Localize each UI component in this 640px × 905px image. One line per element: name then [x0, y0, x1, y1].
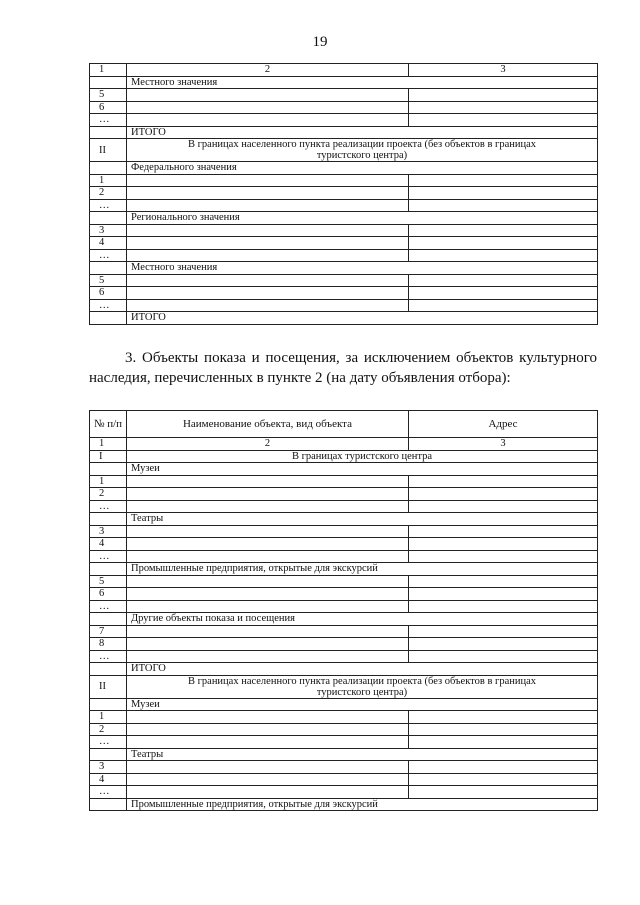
row-number: 1 — [90, 475, 127, 488]
group-label: Федерального значения — [127, 162, 598, 175]
header-name: Наименование объекта, вид объекта — [127, 411, 409, 438]
group-heading-row — [90, 76, 598, 89]
group-label: Другие объекты показа и посещения — [127, 613, 598, 626]
table-row — [90, 625, 598, 638]
address-cell — [409, 114, 598, 127]
paragraph-text: 3. Объекты показа и посещения, за исключением объектов культурного наследия, перечисленных в пункте 2 (на дату объявления отбора): — [89, 350, 597, 386]
name-cell — [127, 761, 409, 774]
address-cell — [409, 723, 598, 736]
row-number: 2 — [90, 723, 127, 736]
table-row — [90, 174, 598, 187]
table-row — [90, 761, 598, 774]
row-number: 4 — [90, 237, 127, 250]
table-row — [90, 287, 598, 300]
name-cell — [127, 773, 409, 786]
address-cell — [409, 287, 598, 300]
row-number: 2 — [90, 488, 127, 501]
address-cell — [409, 174, 598, 187]
row-number: 6 — [90, 588, 127, 601]
name-cell — [127, 723, 409, 736]
table-row — [90, 224, 598, 237]
table-header-row — [90, 411, 598, 438]
row-number: 3 — [90, 224, 127, 237]
part-heading: В границах туристского центра — [127, 450, 598, 463]
table-body — [90, 64, 598, 325]
group-label: Музеи — [127, 698, 598, 711]
name-cell — [127, 187, 409, 200]
column-number: 3 — [409, 438, 598, 451]
name-cell — [127, 287, 409, 300]
group-heading-row — [90, 162, 598, 175]
table-row — [90, 711, 598, 724]
address-cell — [409, 249, 598, 262]
group-label: Музеи — [127, 463, 598, 476]
address-cell — [409, 638, 598, 651]
part-heading-row — [90, 675, 598, 698]
address-cell — [409, 711, 598, 724]
row-number: … — [90, 736, 127, 749]
table-row — [90, 249, 598, 262]
group-heading-row — [90, 262, 598, 275]
row-number: … — [90, 249, 127, 262]
row-number: 3 — [90, 525, 127, 538]
table-row — [90, 723, 598, 736]
address-cell — [409, 650, 598, 663]
row-number: 8 — [90, 638, 127, 651]
name-cell — [127, 199, 409, 212]
address-cell — [409, 588, 598, 601]
total-label: ИТОГО — [127, 126, 598, 139]
part-heading-row — [90, 450, 598, 463]
row-number: … — [90, 650, 127, 663]
row-number: … — [90, 199, 127, 212]
group-heading-row — [90, 798, 598, 811]
name-cell — [127, 114, 409, 127]
group-label: Местного значения — [127, 76, 598, 89]
group-heading-row — [90, 748, 598, 761]
column-number: 2 — [127, 438, 409, 451]
header-number: № п/п — [90, 411, 127, 438]
table-row — [90, 187, 598, 200]
empty-cell — [90, 463, 127, 476]
name-cell — [127, 711, 409, 724]
name-cell — [127, 500, 409, 513]
name-cell — [127, 299, 409, 312]
total-row — [90, 663, 598, 676]
row-number: … — [90, 114, 127, 127]
table-row — [90, 101, 598, 114]
table-row — [90, 773, 598, 786]
row-number: 2 — [90, 187, 127, 200]
part-number: II — [90, 139, 127, 162]
empty-cell — [90, 748, 127, 761]
empty-cell — [90, 312, 127, 325]
table-row — [90, 550, 598, 563]
table-display-objects — [89, 410, 598, 811]
group-heading-row — [90, 563, 598, 576]
address-cell — [409, 475, 598, 488]
table-row — [90, 638, 598, 651]
row-number: 7 — [90, 625, 127, 638]
table-row — [90, 237, 598, 250]
empty-cell — [90, 212, 127, 225]
address-cell — [409, 187, 598, 200]
address-cell — [409, 199, 598, 212]
name-cell — [127, 786, 409, 799]
address-cell — [409, 101, 598, 114]
address-cell — [409, 237, 598, 250]
name-cell — [127, 488, 409, 501]
address-cell — [409, 299, 598, 312]
section-paragraph — [89, 348, 597, 388]
column-number: 3 — [409, 64, 598, 77]
total-row — [90, 126, 598, 139]
header-address: Адрес — [409, 411, 598, 438]
group-label: Регионального значения — [127, 212, 598, 225]
column-number: 2 — [127, 64, 409, 77]
table-row — [90, 650, 598, 663]
name-cell — [127, 525, 409, 538]
row-number: 5 — [90, 89, 127, 102]
row-number: 1 — [90, 711, 127, 724]
total-row — [90, 312, 598, 325]
empty-cell — [90, 563, 127, 576]
table-row — [90, 488, 598, 501]
column-number-row — [90, 438, 598, 451]
row-number: 5 — [90, 274, 127, 287]
group-label: Местного значения — [127, 262, 598, 275]
row-number: … — [90, 299, 127, 312]
name-cell — [127, 174, 409, 187]
row-number: 5 — [90, 575, 127, 588]
address-cell — [409, 600, 598, 613]
row-number: … — [90, 600, 127, 613]
table-row — [90, 525, 598, 538]
address-cell — [409, 736, 598, 749]
part-heading: В границах населенного пункта реализации проекта (без объектов в границах туристского центра) — [127, 675, 598, 698]
column-number: 1 — [90, 64, 127, 77]
name-cell — [127, 89, 409, 102]
row-number: 4 — [90, 538, 127, 551]
empty-cell — [90, 698, 127, 711]
address-cell — [409, 761, 598, 774]
address-cell — [409, 773, 598, 786]
table-row — [90, 199, 598, 212]
name-cell — [127, 588, 409, 601]
name-cell — [127, 736, 409, 749]
row-number: … — [90, 550, 127, 563]
empty-cell — [90, 798, 127, 811]
address-cell — [409, 538, 598, 551]
name-cell — [127, 650, 409, 663]
address-cell — [409, 500, 598, 513]
group-heading-row — [90, 212, 598, 225]
table-heritage-continued — [89, 63, 598, 325]
table-row — [90, 299, 598, 312]
name-cell — [127, 475, 409, 488]
part-heading: В границах населенного пункта реализации проекта (без объектов в границах туристского центра) — [127, 139, 598, 162]
row-number: … — [90, 500, 127, 513]
address-cell — [409, 550, 598, 563]
row-number: 6 — [90, 287, 127, 300]
address-cell — [409, 625, 598, 638]
name-cell — [127, 237, 409, 250]
name-cell — [127, 538, 409, 551]
name-cell — [127, 638, 409, 651]
empty-cell — [90, 162, 127, 175]
name-cell — [127, 600, 409, 613]
empty-cell — [90, 613, 127, 626]
empty-cell — [90, 76, 127, 89]
empty-cell — [90, 513, 127, 526]
group-heading-row — [90, 613, 598, 626]
group-label: Промышленные предприятия, открытые для экскурсий — [127, 563, 598, 576]
table-row — [90, 600, 598, 613]
table-row — [90, 114, 598, 127]
name-cell — [127, 224, 409, 237]
column-number-row — [90, 64, 598, 77]
table-row — [90, 500, 598, 513]
group-label: Промышленные предприятия, открытые для экскурсий — [127, 798, 598, 811]
part-heading-row — [90, 139, 598, 162]
name-cell — [127, 550, 409, 563]
group-heading-row — [90, 698, 598, 711]
address-cell — [409, 224, 598, 237]
address-cell — [409, 575, 598, 588]
empty-cell — [90, 126, 127, 139]
table-row — [90, 475, 598, 488]
page-number: 19 — [312, 34, 328, 50]
table-row — [90, 89, 598, 102]
empty-cell — [90, 663, 127, 676]
total-label: ИТОГО — [127, 312, 598, 325]
name-cell — [127, 274, 409, 287]
name-cell — [127, 625, 409, 638]
address-cell — [409, 89, 598, 102]
group-heading-row — [90, 513, 598, 526]
address-cell — [409, 525, 598, 538]
table-row — [90, 538, 598, 551]
row-number: 3 — [90, 761, 127, 774]
row-number: 4 — [90, 773, 127, 786]
address-cell — [409, 786, 598, 799]
column-number: 1 — [90, 438, 127, 451]
address-cell — [409, 274, 598, 287]
part-number: II — [90, 675, 127, 698]
row-number: … — [90, 786, 127, 799]
group-heading-row — [90, 463, 598, 476]
table-row — [90, 736, 598, 749]
name-cell — [127, 575, 409, 588]
table-row — [90, 575, 598, 588]
empty-cell — [90, 262, 127, 275]
table-body — [90, 411, 598, 811]
table-row — [90, 274, 598, 287]
part-number: I — [90, 450, 127, 463]
group-label: Театры — [127, 513, 598, 526]
table-row — [90, 786, 598, 799]
row-number: 6 — [90, 101, 127, 114]
name-cell — [127, 249, 409, 262]
group-label: Театры — [127, 748, 598, 761]
row-number: 1 — [90, 174, 127, 187]
total-label: ИТОГО — [127, 663, 598, 676]
name-cell — [127, 101, 409, 114]
table-row — [90, 588, 598, 601]
address-cell — [409, 488, 598, 501]
